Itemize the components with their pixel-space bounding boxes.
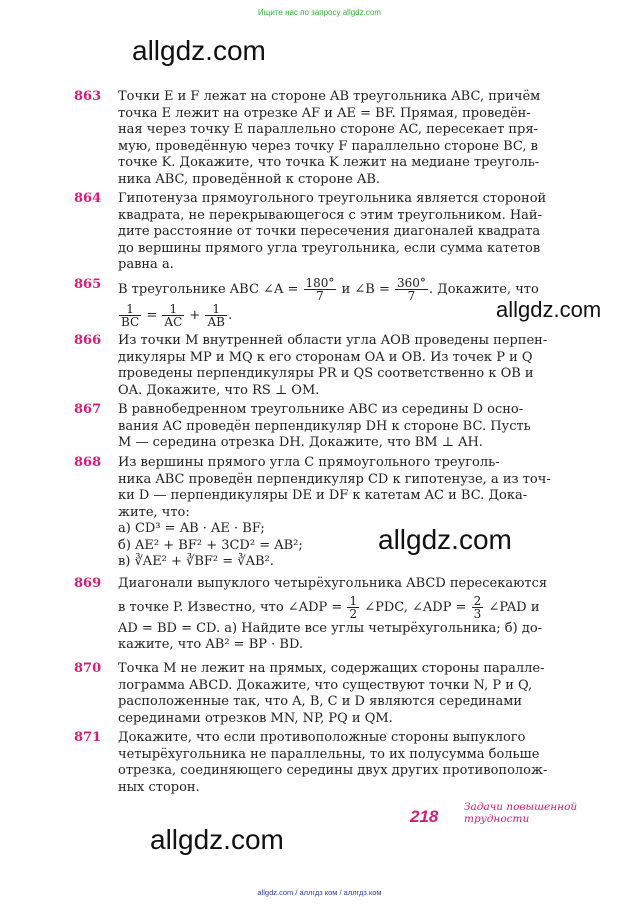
task-number: 863 (74, 89, 102, 104)
top-link[interactable]: Ищите нас по запросу allgdz.com (258, 8, 381, 17)
fraction: $\frac{360^\circ}{7}$ (396, 276, 426, 303)
page-number: 218 (410, 807, 439, 826)
watermark: allgdz.com (378, 524, 512, 555)
fraction: $\frac{180^\circ}{7}$ (305, 276, 335, 303)
fraction: $\frac{1}{2}$ (349, 593, 358, 621)
task-text: В равнобедренном треугольнике ABC из середины D осно- вания AC проведён перпендикуляр DH к стороне BC. Пусть M — середина отрезка DH. Докажите, что BM ⊥ AH. (118, 402, 531, 450)
task-text: Гипотенуза прямоугольного треугольника является стороной квадрата, не перекрывающегося с этим треугольником. Най- дите расстояние от точки пересечения диагоналей квадрата до вершины прямого угла треугольника, если сумма катетов равна a. (118, 191, 547, 272)
task-number: 871 (74, 730, 102, 745)
task-number: 865 (74, 277, 102, 292)
task-text: Диагонали выпуклого четырёхугольника ABCD пересекаются в точке P. Известно, что ∠ADP = $\frac{1}{2}$ ∠PDC, ∠ADP = $\frac{2}{3}$ ∠PAD и AD = BD = CD. а) Найдите все углы четырёхугольника; б) до- кажите, что AB² = BP · BD. (118, 576, 548, 652)
task-number: 869 (74, 576, 102, 591)
fraction: $\frac{1}{AB}$ (207, 302, 225, 329)
footer-links[interactable]: allgdz.com / аллгдз ком / аллгдз.ком (257, 888, 382, 897)
task-text: Точки E и F лежат на стороне AB треугольника ABC, причём точка E лежит на отрезке AF и AE = BF. Прямая, проведён- ная через точку E параллельно стороне AC, пересекает пря- мую, проведённую через точку F параллельно стороне BC, в точке K. Докажите, что точка K лежит на медиане треуголь- ника ABC, проведённой к стороне AB. (118, 89, 541, 187)
watermark: allgdz.com (132, 35, 266, 66)
watermark: allgdz.com (150, 824, 284, 855)
task-number: 864 (74, 191, 102, 206)
fraction: $\frac{1}{BC}$ (121, 302, 140, 329)
task-number: 866 (74, 333, 102, 348)
task-number: 870 (74, 661, 102, 676)
task-number: 867 (74, 402, 102, 417)
task-text: В треугольнике ABC ∠A = $\frac{180^\circ}{7}$ и ∠B = $\frac{360^\circ}{7}$ . Докажите, что $\frac{1}{BC}$ = $\frac{1}{AC}$ + $\frac{1}{AB}$ . (118, 276, 539, 329)
task-text: Из точки M внутренней области угла AOB проведены перпен- дикуляры MP и MQ к его сторонам OA и OB. Из точек P и Q проведены перпендикуляры PR и QS соответственно к OB и OA. Докажите, что RS ⊥ OM. (118, 333, 548, 398)
task-text: Докажите, что если противоположные стороны выпуклого четырёхугольника не параллельны, то их полусумма больше отрезка, соединяющего середины двух других противополож- ных сторон. (118, 730, 548, 795)
task-text: Точка M не лежит на прямых, содержащих стороны паралле- лограмма ABCD. Докажите, что существуют точки N, P и Q, расположенные так, что A, B, C и D являются серединами серединами отрезков MN, NP, PQ и QM. (118, 661, 545, 726)
fraction: $\frac{1}{AC}$ (164, 302, 183, 329)
fraction: $\frac{2}{3}$ (473, 593, 482, 621)
section-title: Задачи повышенной трудности (464, 801, 578, 825)
task-number: 868 (74, 455, 102, 470)
watermark: allgdz.com (496, 297, 602, 322)
task-text: Из вершины прямого угла C прямоугольного треуголь- ника ABC проведён перпендикуляр CD к гипотенузе, а из точ- ки D — перпендикуляры DE и DF к катетам AC и BC. Дока- жите, что: а) CD³ = AB · AE · BF; б) AE² + BF² + 3CD² = AB²; в) ∛AE² + ∛BF² = ∛AB². (118, 455, 551, 569)
